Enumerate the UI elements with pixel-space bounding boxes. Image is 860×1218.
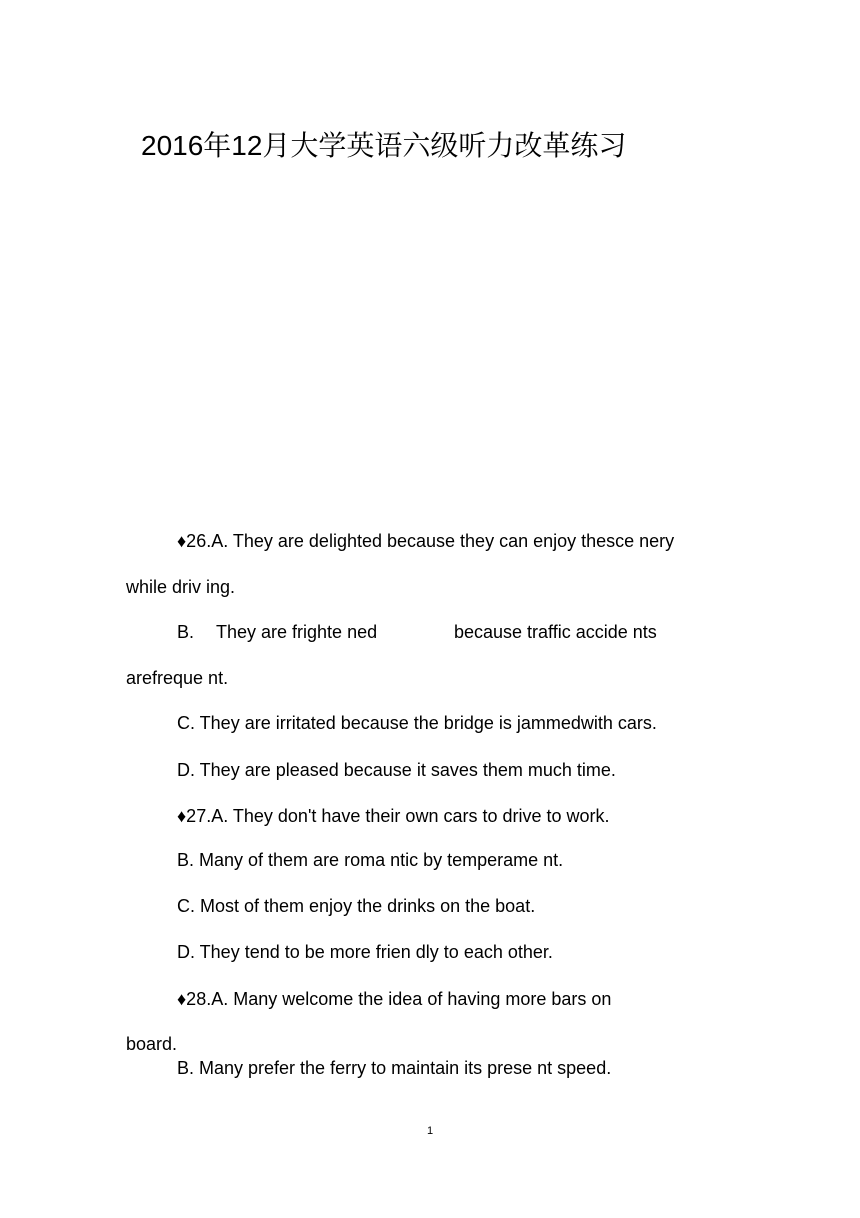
q27-option-c: C. Most of them enjoy the drinks on the boat.	[177, 896, 536, 916]
q26-option-b-label: B.	[177, 622, 195, 642]
q26-option-b-part1: They are frighte ned	[216, 622, 378, 642]
q28-option-b: B. Many prefer the ferry to maintain its prese nt speed.	[177, 1058, 612, 1078]
q26-option-c: C. They are irritated because the bridge is jammedwith cars.	[177, 713, 657, 733]
q28-option-a-line1: ♦28.A. Many welcome the idea of having more bars on	[177, 989, 612, 1009]
q26-option-a-line2: while driv ing.	[126, 577, 236, 597]
q28-option-a-line2: board.	[126, 1034, 178, 1054]
q26-option-d: D. They are pleased because it saves them much time.	[177, 760, 616, 780]
page-title: 2016年12月大学英语六级听力改革练习	[141, 130, 627, 161]
q27-option-d: D. They tend to be more frien dly to each other.	[177, 942, 553, 962]
q27-option-a: ♦27.A. They don't have their own cars to drive to work.	[177, 806, 610, 826]
q26-option-a-line1: ♦26.A. They are delighted because they can enjoy thesce nery	[177, 531, 675, 551]
page-number: 1	[427, 1125, 434, 1137]
q26-option-b-line2: arefreque nt.	[126, 668, 229, 688]
q27-option-b: B. Many of them are roma ntic by temperame nt.	[177, 850, 564, 870]
q26-option-b-part2: because traffic accide nts	[454, 622, 657, 642]
